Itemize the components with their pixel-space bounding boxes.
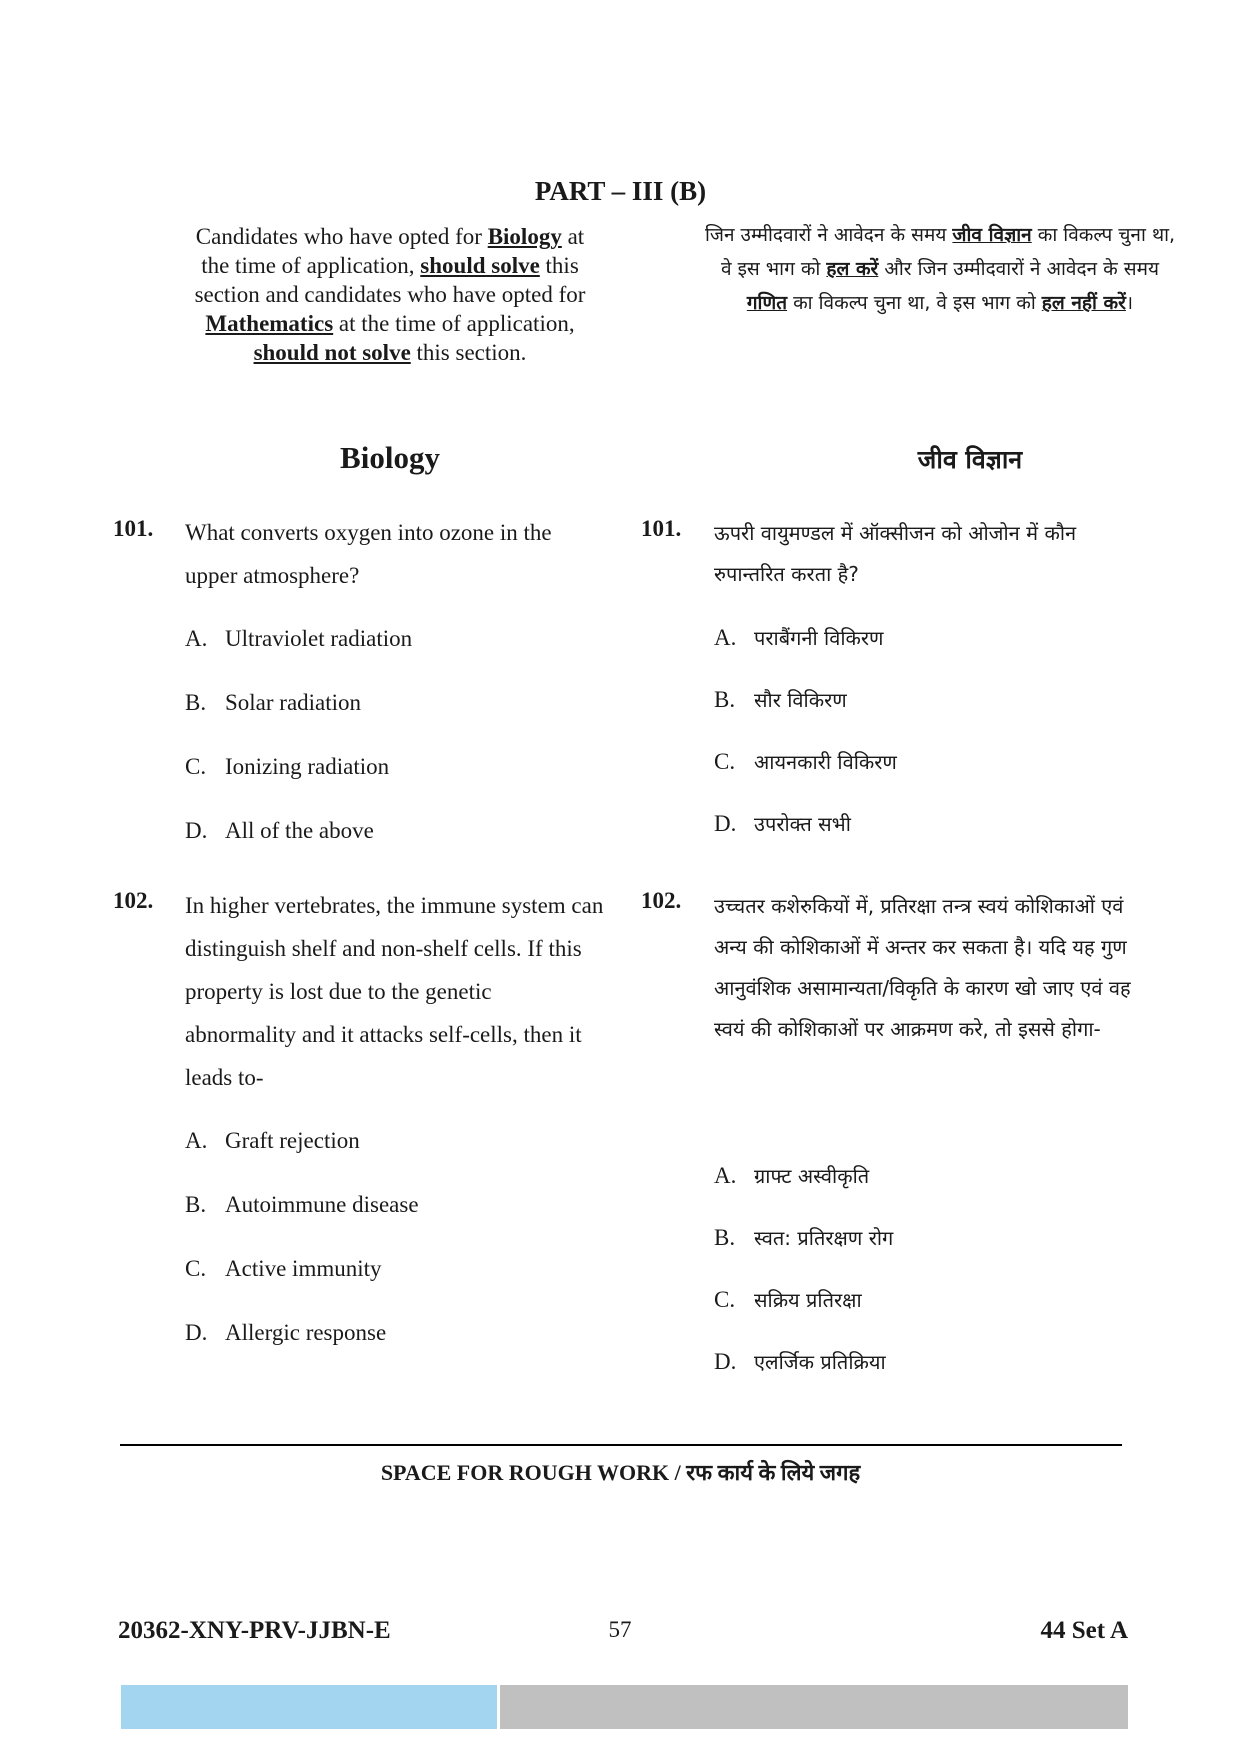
instruction-text: this section and candidates who have opted for xyxy=(194,253,586,307)
footer-bar-gray xyxy=(500,1685,1128,1729)
option-text: All of the above xyxy=(225,818,374,843)
option-hi xyxy=(714,686,847,713)
option-letter: C. xyxy=(185,1256,207,1281)
option-hi xyxy=(714,1286,862,1313)
instruction-text: और जिन उम्मीदवारों ने आवेदन के समय xyxy=(878,258,1159,280)
option-letter: D. xyxy=(185,818,208,843)
option-hi xyxy=(714,810,851,837)
option-hi xyxy=(714,1348,886,1375)
option-text: सक्रिय प्रतिरक्षा xyxy=(754,1288,862,1312)
option-text: सौर विकिरण xyxy=(754,688,847,712)
question-number-en: 101. xyxy=(113,516,154,541)
instruction-text: । xyxy=(1125,292,1134,314)
option-text: Ionizing radiation xyxy=(225,754,390,779)
option-text: आयनकारी विकिरण xyxy=(754,750,897,774)
option-letter: A. xyxy=(714,625,737,650)
instruction-text: Candidates who have opted for xyxy=(195,224,488,249)
option-text: Solar radiation xyxy=(225,690,362,715)
option-letter: B. xyxy=(185,1192,207,1217)
option-text: Allergic response xyxy=(225,1320,387,1345)
option-hi xyxy=(714,748,897,775)
instruction-text: जिन उम्मीदवारों ने आवेदन के समय xyxy=(704,224,953,246)
instruction-text: का विकल्प चुना था, वे इस भाग को xyxy=(720,224,1176,280)
question-number-hi: 101. xyxy=(641,516,682,541)
option-en xyxy=(185,1256,382,1282)
option-letter: C. xyxy=(714,749,736,774)
option-hi xyxy=(714,1224,893,1251)
emphasis-text: should not solve xyxy=(253,340,411,365)
option-text: एलर्जिक प्रतिक्रिया xyxy=(754,1350,886,1374)
instruction-hindi xyxy=(700,218,1180,320)
option-en xyxy=(185,690,361,716)
option-letter: A. xyxy=(185,1128,208,1153)
option-letter: A. xyxy=(185,626,208,651)
option-letter: D. xyxy=(714,811,737,836)
emphasis-text: Biology xyxy=(487,224,562,249)
option-en xyxy=(185,818,374,844)
instruction-text: का विकल्प चुना था, वे इस भाग को xyxy=(787,292,1042,314)
option-en xyxy=(185,1320,386,1346)
option-text: पराबैंगनी विकिरण xyxy=(754,626,884,650)
option-en xyxy=(185,1192,419,1218)
option-text: स्वत: प्रतिरक्षण रोग xyxy=(754,1226,894,1250)
option-letter: B. xyxy=(714,687,736,712)
emphasis-text: Mathematics xyxy=(205,311,334,336)
option-en xyxy=(185,1128,360,1154)
option-text: Ultraviolet radiation xyxy=(225,626,413,651)
emphasis-text: should solve xyxy=(420,253,540,278)
emphasis-text: हल करें xyxy=(826,258,879,280)
page-number: 57 xyxy=(608,1617,632,1642)
instruction-text: at the time of application, xyxy=(201,224,585,278)
section-title-hindi: जीव विज्ञान xyxy=(917,445,1023,474)
option-letter: C. xyxy=(714,1287,736,1312)
option-text: उपरोक्त सभी xyxy=(754,812,851,836)
option-text: Graft rejection xyxy=(225,1128,360,1153)
option-letter: B. xyxy=(185,690,207,715)
instruction-english xyxy=(180,222,600,367)
option-text: Autoimmune disease xyxy=(225,1192,419,1217)
question-text-en: In higher vertebrates, the immune system can distinguish shelf and non-shelf cells. If this property is lost due to the genetic abnormality and it attacks self-cells, then it leads to- xyxy=(185,893,604,1090)
emphasis-text: गणित xyxy=(746,292,788,314)
question-number-en: 102. xyxy=(113,888,154,913)
option-letter: B. xyxy=(714,1225,736,1250)
option-hi xyxy=(714,624,884,651)
question-number-hi: 102. xyxy=(641,888,682,913)
option-en xyxy=(185,754,389,780)
rough-work-label: SPACE FOR ROUGH WORK / रफ कार्य के लिये जगह xyxy=(380,1460,861,1485)
booklet-code: 20362-XNY-PRV-JJBN-E xyxy=(118,1617,391,1644)
section-title-english: Biology xyxy=(340,440,440,475)
question-text-en: What converts oxygen into ozone in the upper atmosphere? xyxy=(185,520,552,588)
emphasis-text: हल नहीं करें xyxy=(1041,292,1126,314)
rough-work-divider xyxy=(120,1444,1122,1446)
option-text: ग्राफ्ट अस्वीकृति xyxy=(754,1164,870,1188)
option-letter: C. xyxy=(185,754,207,779)
option-letter: D. xyxy=(185,1320,208,1345)
set-label: 44 Set A xyxy=(1040,1617,1128,1644)
question-text-hi: ऊपरी वायुमण्डल में ऑक्सीजन को ओजोन में कौन रुपान्तरित करता है? xyxy=(714,521,1077,586)
option-hi xyxy=(714,1162,869,1189)
instruction-text: at the time of application, xyxy=(333,311,575,336)
option-en xyxy=(185,626,412,652)
option-letter: D. xyxy=(714,1349,737,1374)
option-text: Active immunity xyxy=(225,1256,382,1281)
instruction-text: this section. xyxy=(410,340,527,365)
part-title: PART – III (B) xyxy=(534,176,707,206)
emphasis-text: जीव विज्ञान xyxy=(952,224,1032,246)
question-text-hi: उच्चतर कशेरुकियों में, प्रतिरक्षा तन्त्र स्वयं कोशिकाओं एवं अन्य की कोशिकाओं में अन्तर कर सकता है। यदि यह गुण आनुवंशिक असामान्यता/विकृति के कारण खो जाए एवं वह स्वयं की कोशिकाओं पर आक्रमण करे, तो इससे होगा- xyxy=(714,894,1131,1041)
footer-bar-blue xyxy=(121,1685,497,1729)
option-letter: A. xyxy=(714,1163,737,1188)
